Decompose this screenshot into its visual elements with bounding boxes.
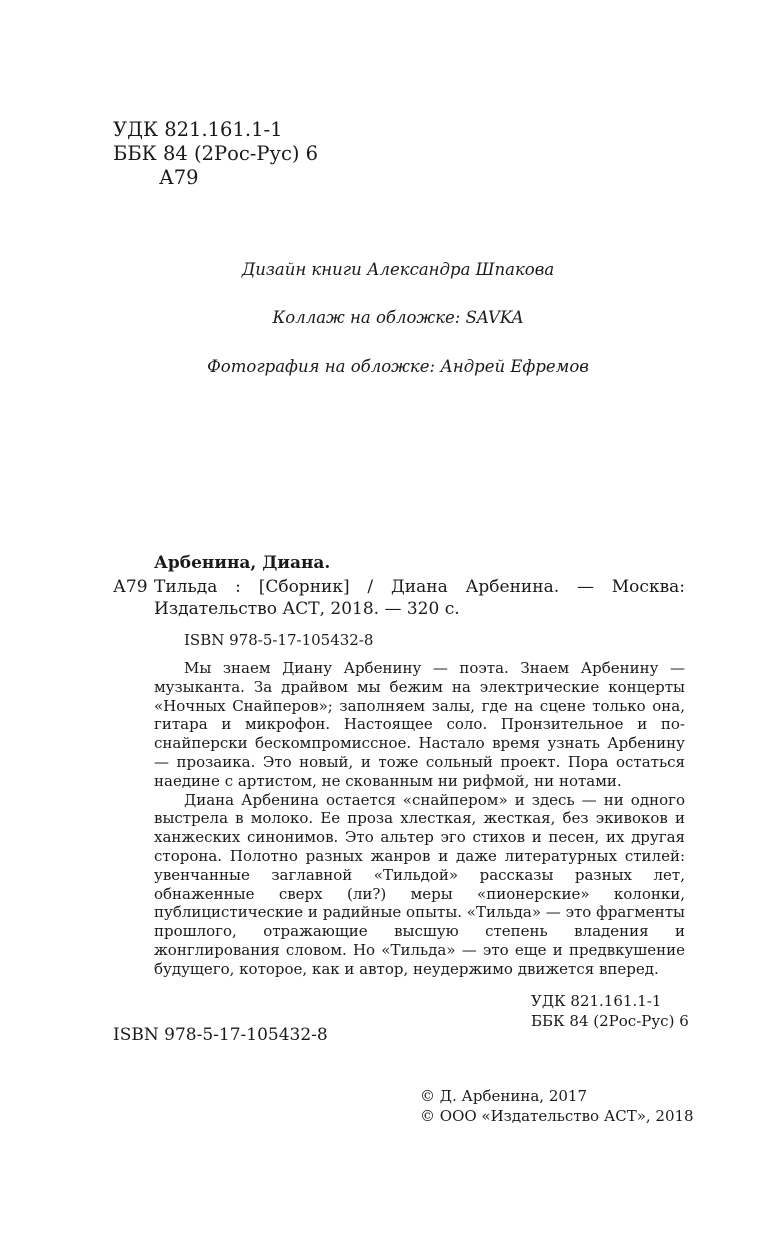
- author-mark: А79: [159, 166, 199, 189]
- udk-code: УДК 821.161.1-1: [531, 992, 662, 1010]
- bibliographic-description: Тильда : [Сборник] / Диана Арбенина. — Москва: Издательство АСТ, 2018. — 320 с.: [154, 577, 685, 619]
- design-credit: Дизайн книги Александра Шпакова: [241, 260, 555, 279]
- classification-block-top: [113, 118, 318, 190]
- bbk-code: ББК 84 (2Рос-Рус) 6: [113, 142, 319, 165]
- author-heading: Арбенина, Диана.: [154, 553, 331, 573]
- isbn-bottom: ISBN 978-5-17-105432-8: [113, 1025, 328, 1045]
- annotation-paragraph: Мы знаем Диану Арбенину — поэта. Знаем Арбенину — музыканта. За драйвом мы бежим на электрические концерты «Ночных Снайперов»; заполняем залы, где на сцене только она, гитара и микрофон. Настоящее соло. Пронзительное и по-снайперски бескомпромиссное. Настало время узнать Арбенину — прозаика. Это новый, и тоже сольный проект. Пора остаться наедине с артистом, не скованным ни рифмой, ни нотами.: [154, 659, 685, 790]
- annotation-paragraph: Диана Арбенина остается «снайпером» и здесь — ни одного выстрела в молоко. Ее проза хлесткая, жесткая, без экивоков и ханжеских синонимов. Это альтер эго стихов и песен, их другая сторона. Полотно разных жанров и даже литературных стилей: увенчанные заглавной «Тильдой» рассказы разных лет, обнаженные сверх (ли?) меры «пионерские» колонки, публицистические и радийные опыты. «Тильда» — это фрагменты прошлого, отражающие высшую степень владения и жонглирования словом. Но «Тильда» — это еще и предвкушение будущего, которое, как и автор, неудержимо движется вперед.: [154, 790, 685, 978]
- bbk-code: ББК 84 (2Рос-Рус) 6: [531, 1012, 689, 1030]
- udk-code: УДК 821.161.1-1: [113, 118, 283, 141]
- copyright-author: © Д. Арбенина, 2017: [420, 1087, 588, 1105]
- isbn-entry: ISBN 978-5-17-105432-8: [184, 631, 374, 649]
- author-mark-left: А79: [113, 577, 148, 597]
- photo-credit: Фотография на обложке: Андрей Ефремов: [207, 357, 589, 376]
- copyright-publisher: © ООО «Издательство АСТ», 2018: [420, 1107, 694, 1125]
- copyright-block: [420, 1086, 694, 1126]
- collage-credit: Коллаж на обложке: SAVKA: [272, 308, 524, 327]
- annotation: [154, 659, 685, 979]
- classification-block-bottom: [531, 991, 689, 1031]
